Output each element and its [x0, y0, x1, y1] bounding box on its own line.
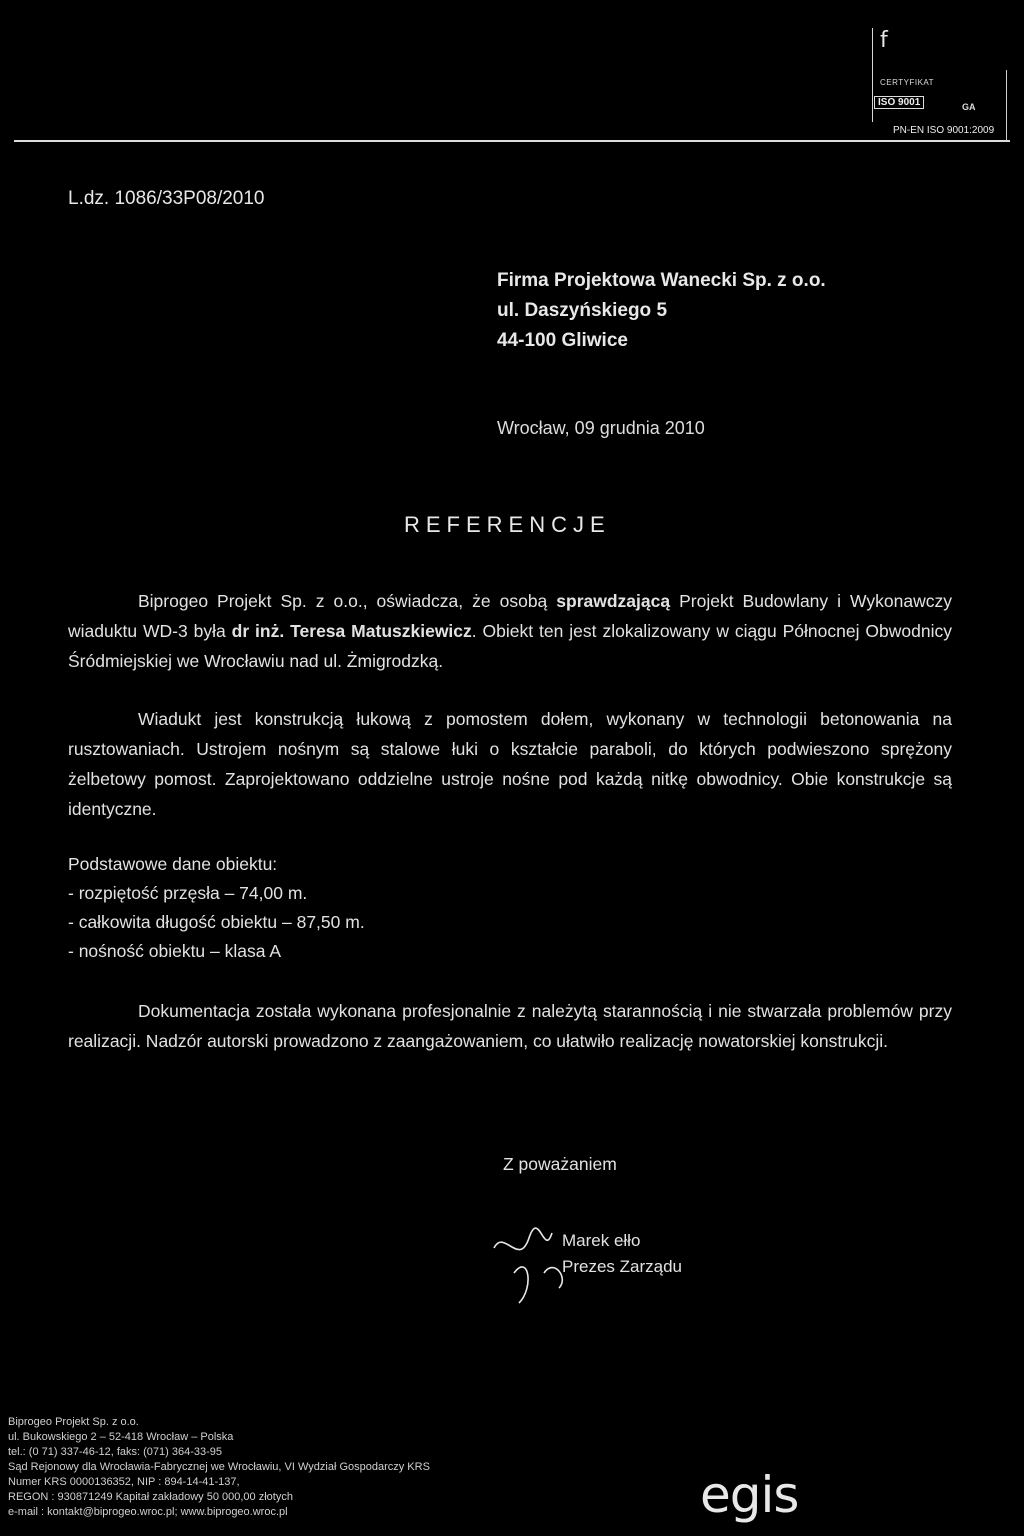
- footer-line: tel.: (0 71) 337-46-12, faks: (071) 364-33-95: [8, 1446, 223, 1458]
- certificate-logo: f: [880, 28, 888, 53]
- paragraph-statement: [68, 586, 952, 676]
- statement-emphasis: sprawdzającą: [556, 591, 671, 611]
- paragraph-description: [68, 704, 952, 824]
- certification-mark: GA: [962, 102, 976, 112]
- egis-logo: egis: [700, 1466, 799, 1524]
- recipient-address: [497, 266, 826, 356]
- checker-name: dr inż. Teresa Matuszkiewicz: [231, 621, 472, 641]
- object-data: [68, 850, 365, 966]
- certificate-label: CERTYFIKAT: [880, 78, 935, 87]
- signatory: [562, 1228, 682, 1280]
- footer-line: Biprogeo Projekt Sp. z o.o.: [8, 1416, 139, 1428]
- signatory-name: Marek ełło: [562, 1231, 641, 1250]
- certificate-divider: [1006, 70, 1007, 140]
- reference-number: L.dz. 1086/33P08/2010: [68, 188, 265, 209]
- object-data-item: - nośność obiektu – klasa A: [68, 941, 282, 961]
- statement-text-2: Projekt Budowlany i Wykonawczy wiaduktu WD-3 była: [68, 591, 952, 641]
- signatory-role: Prezes Zarządu: [562, 1257, 682, 1276]
- object-data-item: - całkowita długość obiektu – 87,50 m.: [68, 912, 365, 932]
- footer-line: e-mail : kontakt@biprogeo.wroc.pl; www.biprogeo.wroc.pl: [8, 1506, 288, 1518]
- document-title: REFERENCJE: [404, 512, 611, 537]
- recipient-city: 44-100 Gliwice: [497, 330, 628, 351]
- footer-line: ul. Bukowskiego 2 – 52-418 Wrocław – Polska: [8, 1431, 234, 1443]
- footer-line: REGON : 930871249 Kapitał zakładowy 50 000,00 złotych: [8, 1491, 293, 1503]
- paragraph-assessment: [68, 996, 952, 1056]
- footer-line: Numer KRS 0000136352, NIP : 894-14-41-137,: [8, 1476, 240, 1488]
- object-data-heading: Podstawowe dane obiektu:: [68, 854, 278, 874]
- closing-phrase: Z poważaniem: [503, 1154, 617, 1174]
- footer-line: Sąd Rejonowy dla Wrocławia-Fabrycznej we Wrocławiu, VI Wydział Gospodarczy KRS: [8, 1461, 430, 1473]
- letter-date: Wrocław, 09 grudnia 2010: [497, 418, 705, 438]
- statement-text-3: . Obiekt ten jest zlokalizowany w ciągu Północnej Obwodnicy Śródmiejskiej we Wrocławiu nad ul. Żmigrodzką.: [68, 621, 952, 671]
- company-footer: [8, 1415, 430, 1520]
- assessment-text: Dokumentacja została wykonana profesjonalnie z należytą starannością i nie stwarzała problemów przy realizacji. Nadzór autorski prowadzono z zaangażowaniem, co ułatwiło realizację nowatorskiej konstrukcji.: [68, 1001, 952, 1051]
- object-data-item: - rozpiętość przęsła – 74,00 m.: [68, 883, 308, 903]
- recipient-street: ul. Daszyńskiego 5: [497, 300, 668, 321]
- statement-text: Biprogeo Projekt Sp. z o.o., oświadcza, że osobą: [138, 591, 557, 611]
- header-rule: [14, 140, 1010, 142]
- certificate-norm: PN-EN ISO 9001:2009: [893, 125, 995, 136]
- certificate-iso-badge: ISO 9001: [874, 96, 924, 109]
- description-text: Wiadukt jest konstrukcją łukową z pomostem dołem, wykonany w technologii betonowania na rusztowaniach. Ustrojem nośnym są stalowe łuki o kształcie paraboli, do których podwieszono sprężony żelbetowy pomost. Zaprojektowano oddzielne ustroje nośne pod każdą nitkę obwodnicy. Obie konstrukcje są identyczne.: [68, 709, 952, 819]
- recipient-company: Firma Projektowa Wanecki Sp. z o.o.: [497, 270, 826, 291]
